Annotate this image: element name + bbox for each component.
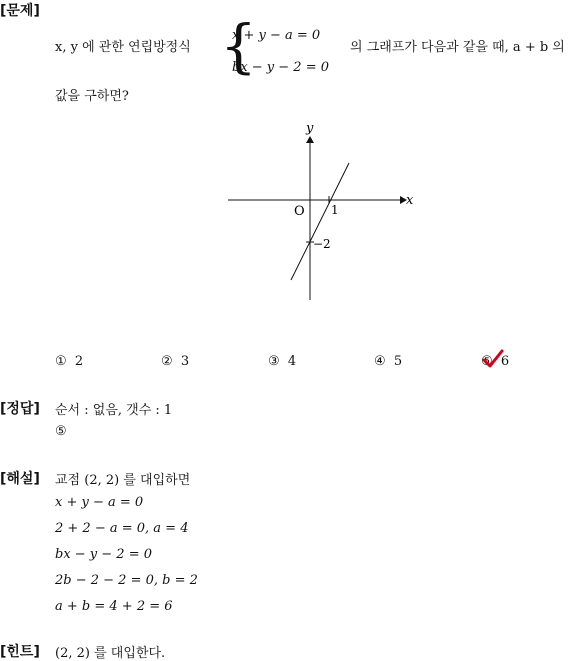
choice-value: 4	[287, 354, 297, 369]
choice-4[interactable]	[374, 354, 402, 369]
graph-line	[291, 163, 349, 280]
choice-value: 5	[393, 354, 403, 369]
answer-label: [정답]	[0, 401, 40, 417]
choice-mark: ④	[374, 354, 386, 369]
choice-1[interactable]	[55, 354, 83, 369]
problem-continuation: 의 그래프가 다음과 같을 때, a + b 의	[350, 40, 565, 55]
problem-intro: x, y 에 관한 연립방정식	[55, 40, 191, 55]
solution-line: bx − y − 2 = 0	[55, 547, 153, 562]
solution-line: a + b = 4 + 2 = 6	[55, 599, 173, 614]
system-brace: {	[220, 12, 257, 80]
choice-value: 6	[500, 354, 510, 369]
choice-mark: ⑤	[481, 354, 493, 369]
y-intercept-label: −2	[313, 237, 331, 251]
answer-value: ⑤	[55, 424, 67, 439]
solution-line: 2 + 2 − a = 0, a = 4	[55, 521, 189, 536]
equation-1: x + y − a = 0	[232, 28, 321, 43]
origin-label: O	[294, 204, 305, 219]
choice-mark: ③	[268, 354, 280, 369]
choice-2[interactable]	[161, 354, 189, 369]
equation-2: bx − y − 2 = 0	[232, 60, 330, 75]
problem-question: 값을 구하면?	[55, 89, 129, 104]
hint-text: (2, 2) 를 대입한다.	[55, 646, 166, 661]
choice-value: 3	[180, 354, 190, 369]
choice-mark: ①	[55, 354, 67, 369]
hint-label: [힌트]	[0, 644, 40, 660]
x-intercept-label: 1	[331, 203, 339, 217]
problem-label: [문제]	[0, 3, 40, 19]
choice-value: 2	[74, 354, 84, 369]
checkmark-icon	[482, 349, 504, 371]
solution-label: [해설]	[0, 471, 40, 487]
solution-line: 교점 (2, 2) 를 대입하면	[55, 473, 191, 488]
answer-order: 순서 : 없음, 갯수 : 1	[55, 403, 173, 418]
choice-mark: ②	[161, 354, 173, 369]
x-axis-label: x	[406, 193, 414, 208]
choice-3[interactable]	[268, 354, 296, 369]
y-axis-label: y	[306, 121, 314, 136]
solution-line: x + y − a = 0	[55, 495, 144, 510]
solution-line: 2b − 2 − 2 = 0, b = 2	[55, 573, 198, 588]
